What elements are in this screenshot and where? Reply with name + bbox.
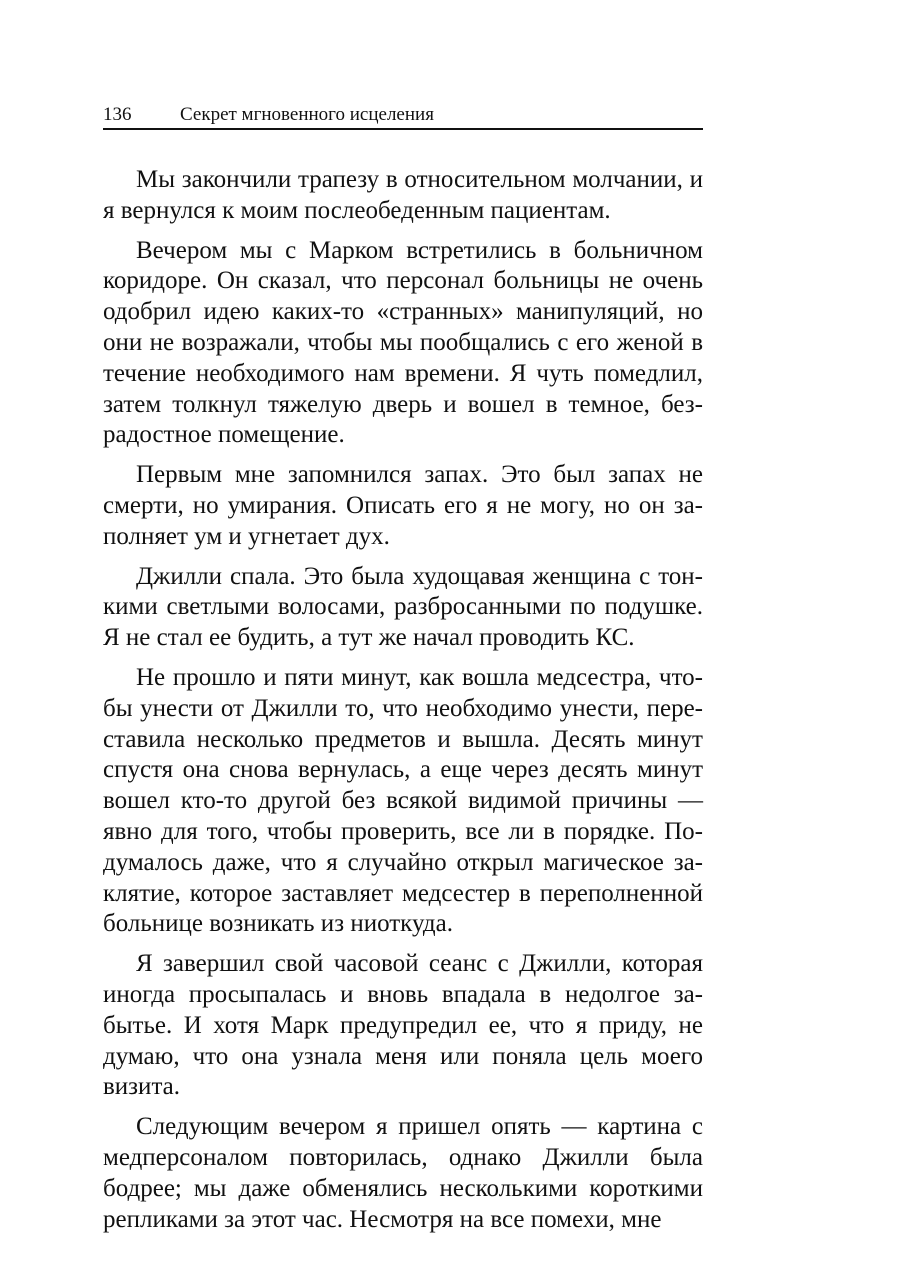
paragraph: Джилли спала. Это была худощавая женщина с тонкими светлыми волосами, разбросанными по подушке. Я не стал ее будить, а тут же начал проводить КС. xyxy=(103,562,703,652)
paragraph: Следующим вечером я пришел опять — картина с медперсоналом повторилась, однако Джилли была бодрее; мы даже обменялись несколькими короткими репликами за этот час. Несмотря на все помехи, мне xyxy=(103,1113,703,1233)
paragraph: Не прошло и пяти минут, как вошла медсестра, чтобы унести от Джилли то, что необходимо унести, переставила несколько предметов и вышла. Десять минут спустя она снова вернулась, а еще через десять минут вошел кто-то другой без всякой видимой причины — явно для того, чтобы проверить, все ли в порядке. Подумалось даже, что я случайно открыл магическое заклятие, которое заставляет медсестер в переполненной больнице возникать из ниоткуда. xyxy=(103,663,703,938)
paragraph: Я завершил свой часовой сеанс с Джилли, которая иногда просыпалась и вновь впадала в недолгое забытье. И хотя Марк предупредил ее, что я приду, не думаю, что она узнала меня или поняла цель моего визита. xyxy=(103,950,703,1101)
paragraph: Вечером мы с Марком встретились в больничном коридоре. Он сказал, что персонал больницы не очень одобрил идею каких-то «странных» манипуляций, но они не возражали, чтобы мы пообщались с его женой в течение необходимого нам времени. Я чуть помедлил, затем толкнул тяжелую дверь и вошел в темное, безрадостное помещение. xyxy=(103,236,703,449)
running-title: Секрет мгновенного исцеления xyxy=(180,104,434,125)
page-number: 136 xyxy=(103,104,132,125)
paragraph: Первым мне запомнился запах. Это был запах не смерти, но умирания. Описать его я не могу, но он заполняет ум и угнетает дух. xyxy=(103,461,703,550)
body-text xyxy=(103,165,703,1235)
paragraph: Мы закончили трапезу в относительном молчании, и я вернулся к моим послеобеденным пациентам. xyxy=(103,166,703,224)
running-head xyxy=(103,104,703,130)
